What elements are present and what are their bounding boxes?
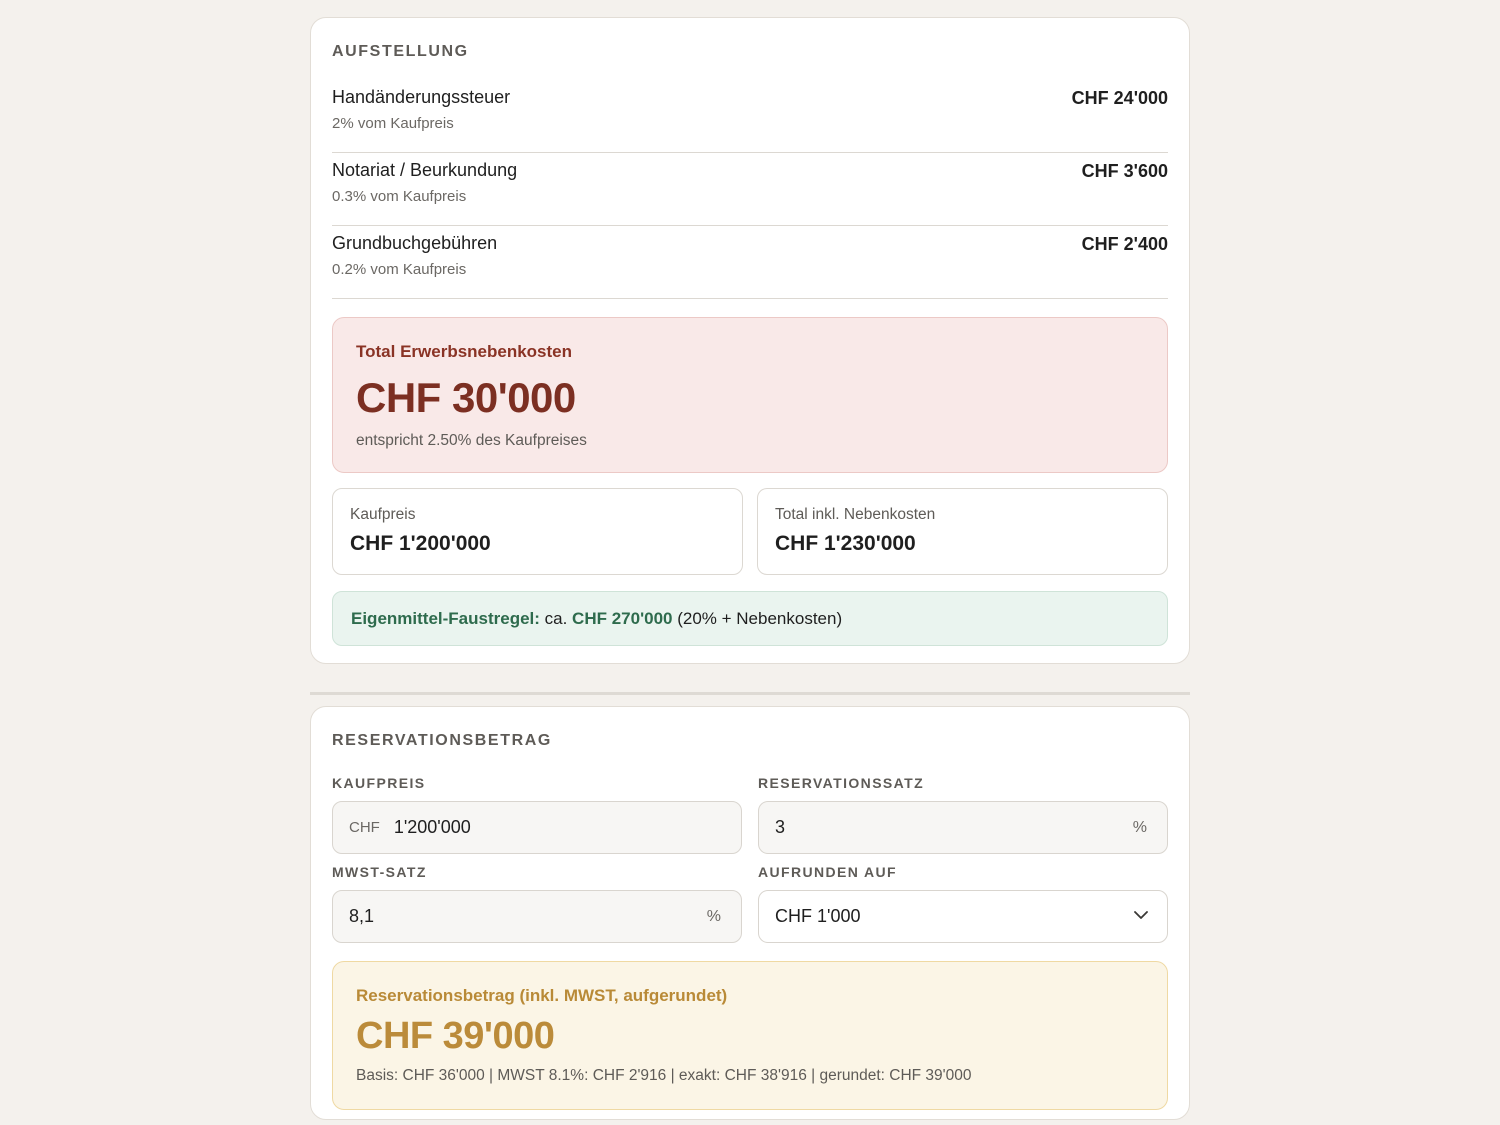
result-breakdown: Basis: CHF 36'000 | MWST 8.1%: CHF 2'916 | exakt: CHF 38'916 | gerundet: CHF 39'000: [356, 1067, 972, 1084]
round-field: [758, 864, 1168, 943]
reservation-form: [332, 775, 1168, 953]
vat-value: 8,1: [349, 906, 375, 926]
list-item: [332, 153, 1168, 226]
total-value: CHF 30'000: [356, 374, 576, 421]
section-title: AUFSTELLUNG: [332, 43, 469, 60]
total-incl-label: Total inkl. Nebenkosten: [775, 506, 936, 523]
round-label: AUFRUNDEN AUF: [758, 864, 898, 880]
total-box: [332, 317, 1168, 473]
purchase-price-card: [332, 488, 743, 575]
chevron-down-icon: [1133, 907, 1149, 923]
vat-field: [332, 864, 742, 943]
tip-label: Eigenmittel-Faustregel:: [351, 608, 540, 628]
price-field: [332, 775, 742, 854]
list-item: [332, 226, 1168, 299]
breakdown-card: [310, 17, 1190, 664]
total-sub: entspricht 2.50% des Kaufpreises: [356, 432, 587, 449]
rate-value: 3: [775, 817, 786, 837]
round-select[interactable]: [758, 890, 1168, 943]
result-label: Reservationsbetrag (inkl. MWST, aufgerundet): [356, 986, 728, 1005]
tip-amount: CHF 270'000: [572, 608, 673, 628]
list-item: [332, 80, 1168, 153]
item-label: Handänderungssteuer: [332, 87, 511, 107]
vat-label: MWST-SATZ: [332, 864, 427, 880]
item-value: CHF 2'400: [1081, 234, 1168, 254]
section-divider: [310, 692, 1190, 695]
item-sub: 0.3% vom Kaufpreis: [332, 188, 467, 205]
currency-prefix: CHF: [349, 819, 380, 836]
percent-suffix: %: [1132, 818, 1147, 836]
reservation-card: [310, 706, 1190, 1120]
rate-field: [758, 775, 1168, 854]
breakdown-list: [332, 80, 1168, 299]
tip-prefix: ca.: [539, 608, 573, 628]
total-incl-value: CHF 1'230'000: [775, 532, 916, 555]
summary-grid: [332, 488, 1168, 575]
total-label: Total Erwerbsnebenkosten: [356, 342, 573, 361]
percent-suffix: %: [706, 907, 721, 925]
item-sub: 2% vom Kaufpreis: [332, 115, 454, 132]
reservation-result: [332, 961, 1168, 1110]
result-value: CHF 39'000: [356, 1015, 555, 1057]
price-label: KAUFPREIS: [332, 775, 426, 791]
total-incl-card: [757, 488, 1168, 575]
rate-input[interactable]: [758, 801, 1168, 854]
rate-label: RESERVATIONSSATZ: [758, 775, 925, 791]
section-title: RESERVATIONSBETRAG: [332, 732, 552, 749]
item-label: Notariat / Beurkundung: [332, 160, 518, 180]
price-value: 1'200'000: [393, 817, 471, 837]
item-sub: 0.2% vom Kaufpreis: [332, 261, 467, 278]
purchase-price-value: CHF 1'200'000: [350, 532, 491, 555]
equity-tip: [332, 591, 1168, 646]
item-value: CHF 3'600: [1081, 161, 1168, 181]
item-value: CHF 24'000: [1071, 88, 1168, 108]
price-input[interactable]: [332, 801, 742, 854]
purchase-price-label: Kaufpreis: [350, 506, 416, 523]
item-label: Grundbuchgebühren: [332, 233, 498, 253]
tip-suffix: (20% + Nebenkosten): [672, 608, 843, 628]
vat-input[interactable]: [332, 890, 742, 943]
round-value: CHF 1'000: [775, 906, 861, 926]
